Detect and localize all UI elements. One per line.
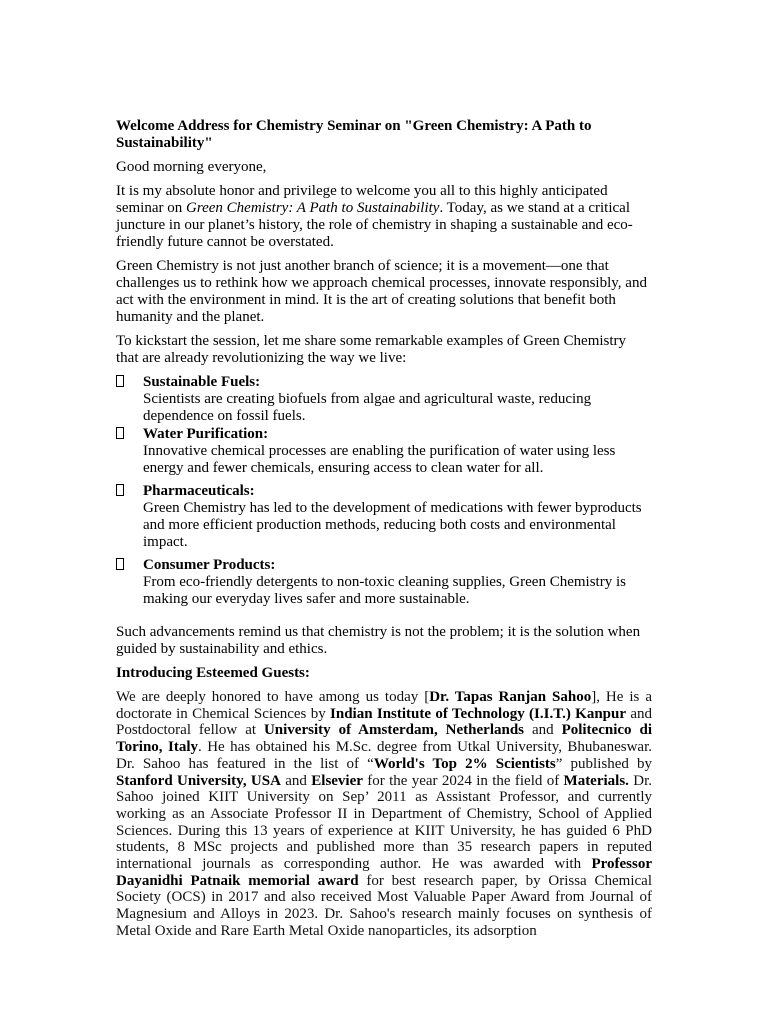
- guest-field: Materials.: [563, 772, 629, 789]
- guest-postdoc-institute-2: Politecnico di Torino, Italy: [116, 722, 652, 756]
- guest-text: and Postdoctoral fellow at: [116, 705, 652, 739]
- example-text: Scientists are creating biofuels from algae and agricultural waste, reducing dependence on fossil fuels.: [143, 391, 592, 424]
- movement-paragraph: Green Chemistry is not just another branch of science; it is a movement—one that challenges us to rethink how we approach chemical processes, innovate responsibly, and act with the environment in mind. It is the art of creating solutions that benefit both humanity and the planet.: [116, 258, 647, 325]
- example-text: From eco-friendly detergents to non-toxic cleaning supplies, Green Chemistry is making our everyday lives safer and more sustainable.: [143, 574, 626, 607]
- guest-text: . He has obtained his M.Sc. degree from Utkal University, Bhubaneswar. Dr. Sahoo has featured in the list of “: [116, 739, 652, 772]
- list-item: [116, 374, 652, 425]
- list-item: [116, 557, 652, 608]
- example-text: Green Chemistry has led to the development of medications with fewer byproducts and more efficient production methods, reducing both costs and environmental impact.: [143, 500, 642, 550]
- intro-text-a: It is my absolute honor and privilege to welcome you all to this highly anticipated seminar on: [116, 183, 608, 216]
- list-item: [116, 483, 652, 551]
- guest-text: and: [280, 772, 312, 789]
- guest-text: We are deeply honored to have among us today [: [116, 689, 430, 705]
- intro-paragraph: [116, 183, 652, 251]
- guest-introduction-paragraph: [116, 689, 652, 940]
- guest-name: Dr. Tapas Ranjan Sahoo: [429, 689, 592, 705]
- greeting: Good morning everyone,: [116, 159, 267, 175]
- document-page: [116, 118, 652, 947]
- example-title: Water Purification:: [143, 426, 269, 442]
- example-title: Sustainable Fuels:: [143, 374, 261, 390]
- guest-award: Professor Dayanidhi Patnaik memorial award: [116, 856, 652, 889]
- missing-glyph-icon: [116, 558, 124, 570]
- document-title: Welcome Address for Chemistry Seminar on "Green Chemistry: A Path to Sustainability": [116, 118, 592, 151]
- example-title: Consumer Products:: [143, 557, 276, 573]
- guest-recognition: World's Top 2% Scientists: [373, 755, 556, 772]
- guest-text: for best research paper, by Orissa Chemical Society (OCS) in 2017 and also received Most Valuable Paper Award from Journal of Magnesium and Alloys in 2023. Dr. Sahoo's research mainly focuses on synthesis of Metal Oxide and Rare Earth Metal Oxide nanoparticles, its adsorption: [116, 872, 652, 939]
- guest-text: ], He is a doctorate in Chemical Sciences by: [116, 689, 652, 722]
- guest-doctorate-institute: Indian Institute of Technology (I.I.T.) Kanpur: [330, 705, 627, 722]
- missing-glyph-icon: [116, 484, 124, 496]
- conclusion-paragraph: Such advancements remind us that chemistry is not the problem; it is the solution when guided by sustainability and ethics.: [116, 624, 641, 657]
- missing-glyph-icon: [116, 375, 124, 387]
- guest-postdoc-institute-1: University of Amsterdam, Netherlands: [263, 722, 525, 739]
- list-item: [116, 426, 652, 477]
- guest-publisher-2: Elsevier: [311, 772, 363, 789]
- missing-glyph-icon: [116, 427, 124, 439]
- guest-text: ” published by: [555, 755, 652, 772]
- guest-text: for the year 2024 in the field of: [362, 772, 564, 789]
- intro-text-c: . Today, as we stand at a critical juncture in our planet’s history, the role of chemistry in shaping a sustainable and eco-friendly future cannot be overstated.: [116, 200, 633, 250]
- examples-intro-paragraph: To kickstart the session, let me share some remarkable examples of Green Chemistry that are already revolutionizing the way we live:: [116, 333, 627, 366]
- example-title: Pharmaceuticals:: [143, 483, 255, 499]
- guests-heading: Introducing Esteemed Guests:: [116, 665, 310, 681]
- guest-publisher-1: Stanford University, USA: [116, 772, 281, 789]
- examples-list: [116, 374, 652, 608]
- seminar-title-italic: Green Chemistry: A Path to Sustainability: [185, 200, 440, 216]
- guest-text: Dr. Sahoo joined KIIT University on Sep’ 2011 as Assistant Professor, and currently working as an Associate Professor II in Department of Chemistry, School of Applied Sciences. During this 13 years of experience at KIIT University, he has guided 6 PhD students, 8 MSc projects and published more than 35 research papers in reputed international journals as corresponding author. He was awarded with: [116, 772, 653, 873]
- guest-text: and: [524, 722, 562, 739]
- example-text: Innovative chemical processes are enabling the purification of water using less energy and fewer chemicals, ensuring access to clean water for all.: [143, 443, 616, 476]
